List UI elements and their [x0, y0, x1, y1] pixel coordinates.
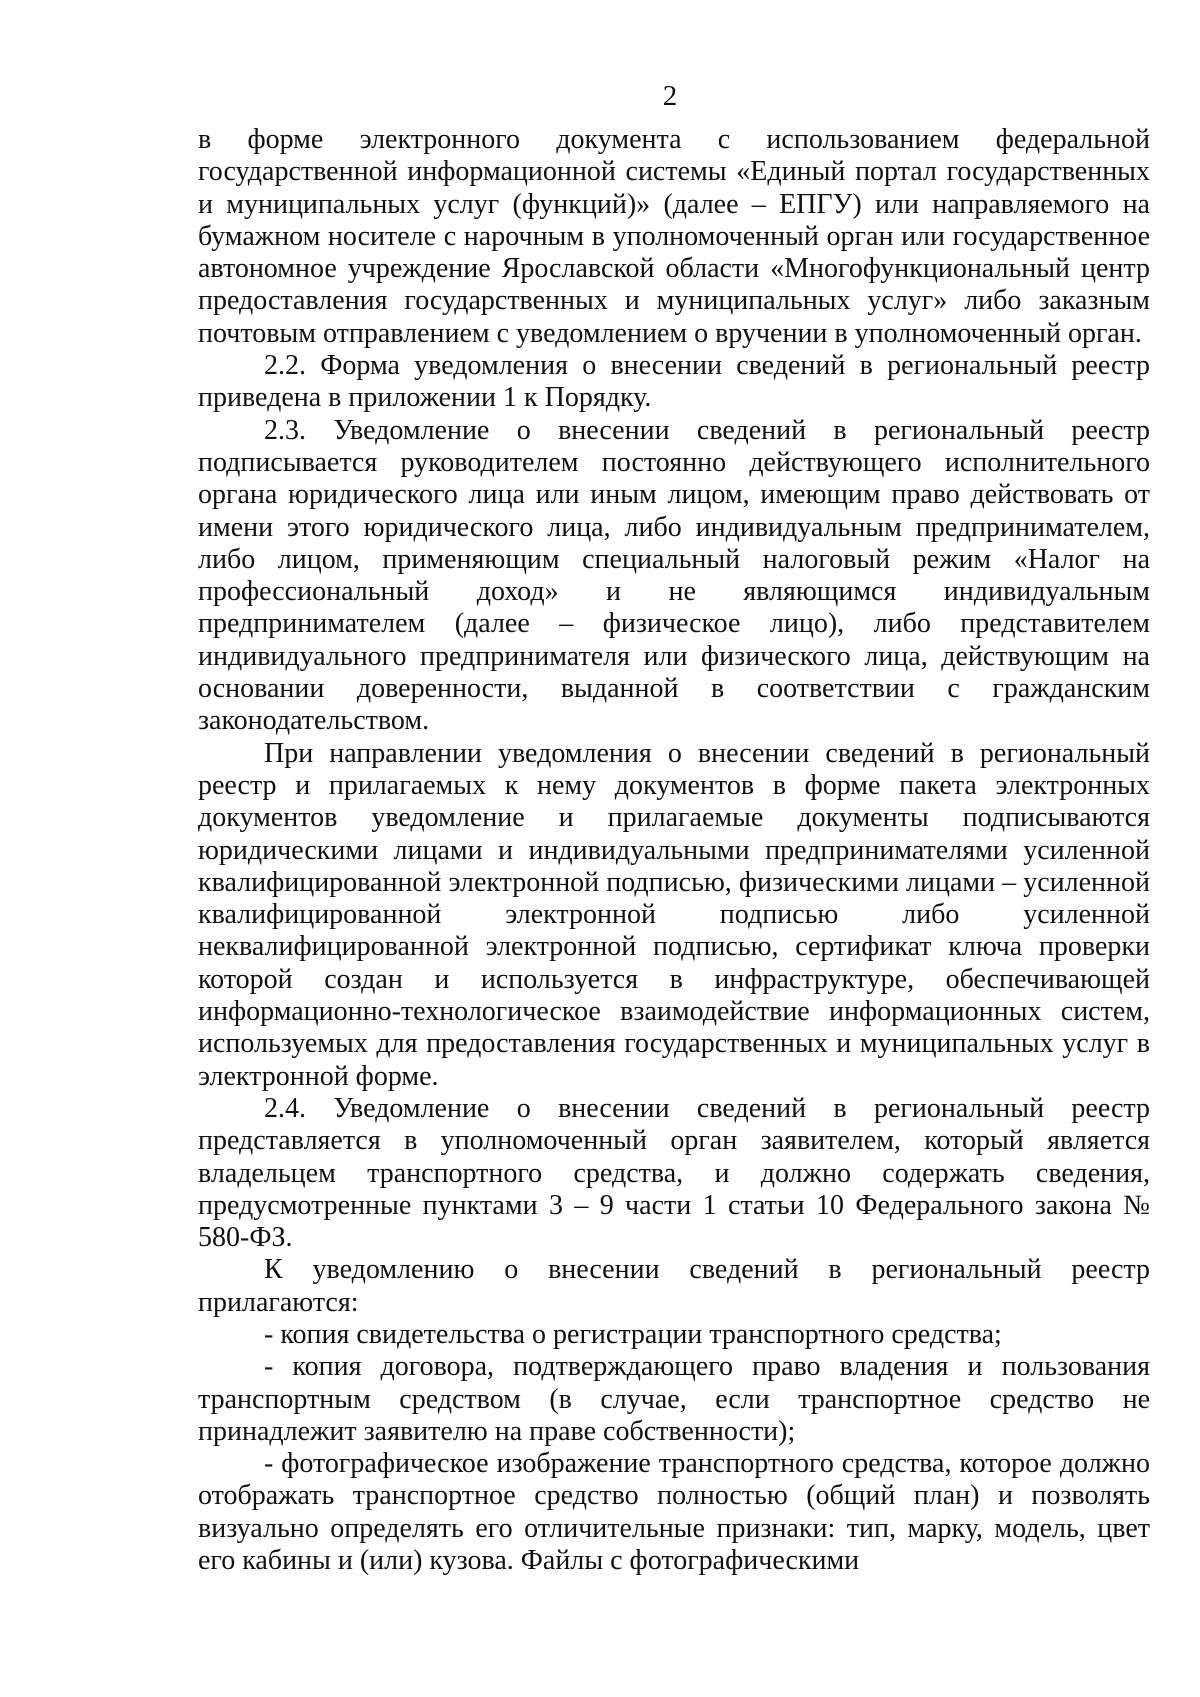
list-item-registration-certificate: - копия свидетельства о регистрации транспортного средства; [264, 1318, 1002, 1350]
paragraph-2-3: 2.3. Уведомление о внесении сведений в региональный реестр подписывается руководителем постоянно действующего исполнительного органа юридического лица или иным лицом, имеющим право действовать от имени этого юридического лица, либо индивидуальным предпринимателем, либо лицом, применяющим специальный налоговый режим «Налог на профессиональный доход» и не являющимся индивидуальным предпринимателем (далее – физическое лицо), либо представителем индивидуального предпринимателя или физического лица, действующим на основании доверенности, выданной в соответствии с гражданским законодательством. [198, 414, 1150, 737]
paragraph-continuation: в форме электронного документа с использованием федеральной государственной информационной системы «Единый портал государственных и муниципальных услуг (функций)» (далее – ЕПГУ) или направляемого на бумажном носителе с нарочным в уполномоченный орган или государственное автономное учреждение Ярославской области «Многофункциональный центр предоставления государственных и муниципальных услуг» либо заказным почтовым отправлением с уведомлением о вручении в уполномоченный орган. [198, 124, 1150, 349]
paragraph-2-2: 2.2. Форма уведомления о внесении сведений в региональный реестр приведена в приложении 1 к Порядку. [198, 350, 1150, 414]
paragraph-attachments-intro: К уведомлению о внесении сведений в региональный реестр прилагаются: [198, 1254, 1150, 1318]
paragraph-2-4: 2.4. Уведомление о внесении сведений в региональный реестр представляется в уполномоченный орган заявителем, который является владельцем транспортного средства, и должно содержать сведения, предусмотренные пунктами 3 – 9 части 1 статьи 10 Федерального закона № 580-ФЗ. [198, 1092, 1150, 1254]
paragraph-electronic-signature: При направлении уведомления о внесении сведений в региональный реестр и прилагаемых к нему документов в форме пакета электронных документов уведомление и прилагаемые документы подписываются юридическими лицами и индивидуальными предпринимателями усиленной квалифицированной электронной подписью, физическими лицами – усиленной квалифицированной электронной подписью либо усиленной неквалифицированной электронной подписью, сертификат ключа проверки которой создан и используется в инфраструктуре, обеспечивающей информационно-технологическое взаимодействие информационных систем, используемых для предоставления государственных и муниципальных услуг в электронной форме. [198, 737, 1150, 1092]
list-item-ownership-contract: - копия договора, подтверждающего право владения и пользования транспортным средством (в случае, если транспортное средство не принадлежит заявителю на праве собственности); [198, 1351, 1150, 1447]
document-body [198, 124, 1150, 1577]
list-item-vehicle-photo: - фотографическое изображение транспортного средства, которое должно отображать транспортное средство полностью (общий план) и позволять визуально определять его отличительные признаки: тип, марку, модель, цвет его кабины и (или) кузова. Файлы с фотографическими [198, 1448, 1150, 1577]
page-number: 2 [662, 80, 678, 112]
